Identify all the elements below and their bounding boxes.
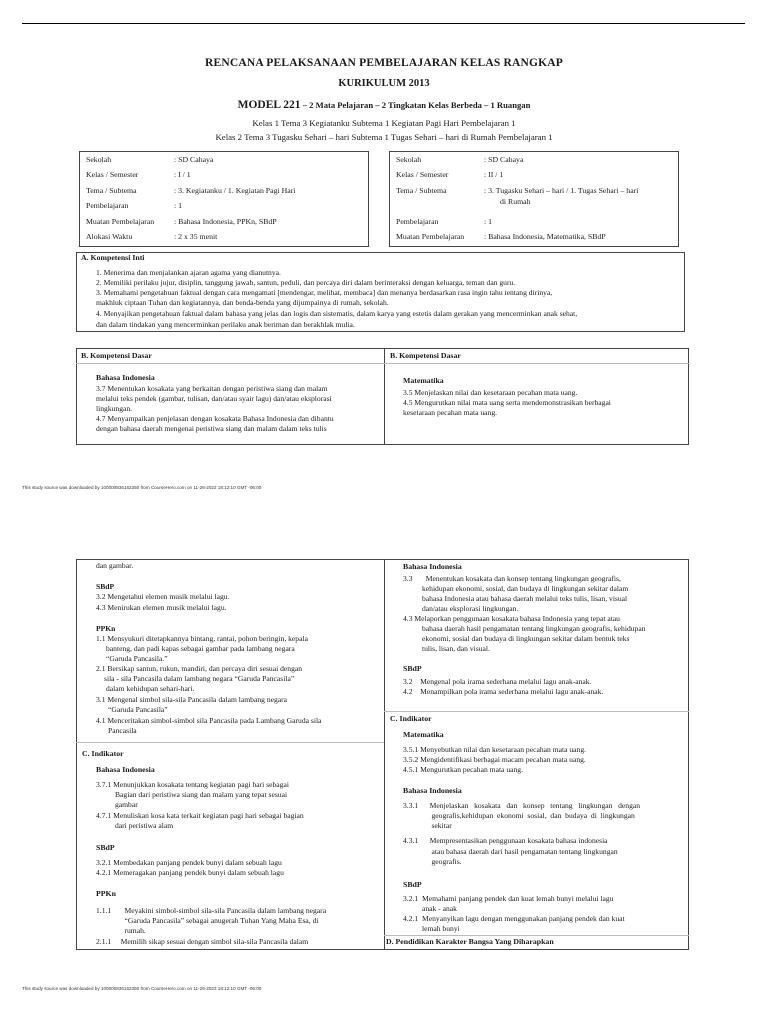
- page2-divider: [384, 559, 385, 950]
- kd-line: 4.2 Menampilkan pola irama sederhana melalui lagu anak-anak.: [403, 687, 604, 696]
- class1-subtitle: Kelas 1 Tema 3 Kegiatanku Subtema 1 Kegiatan Pagi Hari Pembelajaran 1: [252, 118, 516, 128]
- kd-line: lingkungan.: [96, 404, 133, 413]
- document-title: RENCANA PELAKSANAAN PEMBELAJARAN KELAS RANGKAP: [204, 57, 564, 69]
- indicator-sbdp-heading: SBdP: [96, 843, 115, 852]
- kd-line: 3.2 Mengetahui elemen musik melalui lagu.: [96, 592, 230, 601]
- kd-line: dengan bahasa daerah mengenai peristiwa siang dan malam dalam teks tulis: [96, 424, 327, 433]
- basic-competence-heading-left: B. Kompetensi Dasar: [81, 351, 152, 360]
- kd-line: 4.3 Menirukan elemen musik melalui lagu.: [96, 603, 227, 612]
- kd-line: melalui teks pendek (gambar, tulisan, dan/atau syair lagu) dan/atau eksplorasi: [96, 394, 332, 403]
- kd-bi-heading-right: Bahasa Indonesia: [403, 562, 462, 571]
- core-competence-heading: A. Kompetensi Inti: [81, 253, 145, 262]
- indicator-heading-right: C. Indikator: [390, 714, 432, 723]
- indicator-line: 3.2.1 Memahami panjang pendek dan kuat lemah bunyi melalui lagu: [403, 894, 614, 903]
- kd-line: 2.1 Bersikap santun, rukun, mandiri, dan percaya diri sesuai dengan: [96, 664, 303, 673]
- model-line: [0, 99, 768, 111]
- indicator-line: 2.1.1 Memilih sikap sesuai dengan simbol sila-sila Pancasila dalam: [96, 937, 309, 946]
- kd-line: 4.7 Menyampaikan penjelasan dengan kosakata Bahasa Indonesia dan dibantu: [96, 414, 334, 423]
- indicator-line: 3.2.1 Membedakan panjang pendek bunyi dalam sebuah lagu: [96, 858, 282, 867]
- page2-rule-left: [76, 742, 384, 743]
- core-item-4: 4. Menyajikan pengetahuan faktual dalam bahasa yang jelas dan logis dan sistematis, dalam karya yang estetis dalam gerakan yang mencerminkan anak sehat,: [96, 309, 578, 318]
- indicator-line: 4.3.1 Mempresentasikan penggunaan kosakata bahasa indonesia: [403, 836, 608, 845]
- kd-line: bahasa Indonesia atau bahasa daerah melalui teks tulis, lisan, visual: [403, 594, 628, 603]
- indicator-line: gambar: [96, 800, 138, 809]
- kd-line: ekonomi, sosial dan budaya di lingkungan sekitar dalam bentuk teks: [403, 634, 630, 643]
- kd-sbdp-heading-right: SBdP: [403, 664, 422, 673]
- basic-competence-subject-left: Bahasa Indonesia: [96, 373, 155, 382]
- kd-line: dan/atau eksplorasi lingkungan.: [403, 604, 519, 613]
- indicator-ppkn-heading: PPKn: [96, 889, 116, 898]
- core-item-3: 3. Memahami pengetahuan faktual dengan cara mengamati [mendengar, melihat, membaca] dan menanya berdasarkan rasa ingin tahu tentang dirinya,: [96, 288, 553, 297]
- kd-continuation: dan gambar.: [96, 561, 134, 570]
- indicator-line: anak - anak: [403, 904, 457, 913]
- indicator-line: 3.3.1 Menjelaskan kosakata dan konsep tentang lingkungan dengan: [403, 801, 641, 810]
- kd-line: bahasa daerah hasil pengamatan tentang lingkungan geografis, kehidupan: [403, 624, 646, 633]
- indicator-math-heading: Matematika: [403, 730, 444, 739]
- core-item-3-cont: makhluk ciptaan Tuhan dan kegiatannya, dan benda-benda yang dijumpainya di rumah, sekolah.: [96, 298, 389, 307]
- indicator-heading-left: C. Indikator: [82, 749, 124, 758]
- indicator-line: “Garuda Pancasila” sebagai anugerah Tuhan Yang Maha Esa, di: [96, 916, 319, 925]
- kd-line: tulis, lisan, dan visual.: [403, 644, 490, 653]
- kd-line: 4.5 Mengurutkan nilai mata uang serta mendemonstrasikan berbagai: [403, 398, 611, 407]
- kd-line: “Garuda Pancasila.”: [106, 654, 168, 663]
- model-description: – 2 Mata Pelajaran – 2 Tingkatan Kelas Berbeda – 1 Ruangan: [300, 100, 531, 110]
- core-item-1: 1. Menerima dan menjalankan ajaran agama yang dianutnya.: [96, 268, 281, 277]
- indicator-line: geografis.: [403, 857, 462, 866]
- ppkn-heading: PPKn: [96, 624, 116, 633]
- indicator-line: sekitar: [403, 821, 452, 830]
- indicator-line: lemah bunyi: [403, 924, 460, 933]
- indicator-line: 4.2.1 Menyanyikan lagu dengan menggunakan panjang pendek dan kuat: [403, 914, 625, 923]
- kd-line: sila - sila Pancasila dalam lambang negara “Garuda Pancasila”: [104, 674, 295, 683]
- kd-line: dalam kehidupan sehari-hari.: [106, 684, 195, 693]
- info-rows-class2: Sekolah : SD Cahaya Kelas / Semester : II / 1 Tema / Subtema : 3. Tugasku Sehari – hari / 1. Tugas Sehari – hari di Rumah Pembelajaran : 1 Muatan Pembelajaran : Bahasa Indonesia, Matematika, SBdP: [396, 155, 639, 241]
- page2-rule-right: [384, 711, 689, 712]
- basic-competence-subject-right: Matematika: [403, 376, 444, 385]
- download-footer: This study source was downloaded by 100000836162350 from CourseHero.com on 11-26-2022 18:12:10 GMT -06:00: [22, 485, 262, 490]
- indicator-line: geografis,kehidupan ekonomi sosial, dan budaya di lingkungan: [403, 811, 635, 820]
- kd-line: banteng, dan padi kapas sebagai gambar pada lambang negara: [106, 644, 295, 653]
- model-name: MODEL 221: [237, 99, 301, 111]
- kd-line: Pancasila: [108, 726, 137, 735]
- indicator-line: 1.1.1 Meyakini simbol-simbol sila-sila Pancasila dalam lambang negara: [96, 906, 327, 915]
- download-footer: This study source was downloaded by 100000836162350 from CourseHero.com on 11-26-2022 18:12:10 GMT -06:00: [22, 986, 262, 991]
- core-item-2: 2. Memiliki perilaku jujur, disiplin, tanggung jawab, santun, peduli, dan percaya diri dalam berinteraksi dengan keluarga, teman dan guru.: [96, 278, 516, 287]
- info-rows-class1: Sekolah : SD Cahaya Kelas / Semester : I / 1 Tema / Subtema : 3. Kegiatanku / 1. Kegiatan Pagi Hari Pembelajaran : 1 Muatan Pembelajaran : Bahasa Indonesia, PPKn, SBdP Alokasi Waktu : 2 x 35 menit: [86, 155, 296, 241]
- indicator-line: 3.5.1 Menyebutkan nilai dan kesetaraan pecahan mata uang.: [403, 745, 587, 754]
- kd-line: “Garuda Pancasila”: [108, 705, 168, 714]
- kd-line: kesetaraan pecahan mata uang.: [403, 408, 498, 417]
- indicator-line: atau bahasa daerah dari hasil pengamatan tentang lingkungan: [403, 847, 618, 856]
- indicator-sbdp-heading-right: SBdP: [403, 880, 422, 889]
- indicator-line: rumah.: [96, 926, 146, 935]
- kd-line: 3.7 Menentukan kosakata yang berkaitan dengan peristiwa siang dan malam: [96, 384, 328, 393]
- indicator-bi-heading: Bahasa Indonesia: [96, 765, 155, 774]
- page-top-rule: [22, 23, 745, 24]
- curriculum-title: KURIKULUM 2013: [338, 78, 430, 89]
- basic-competence-header-rule: [76, 363, 689, 364]
- basic-competence-heading-right: B. Kompetensi Dasar: [390, 351, 461, 360]
- kd-line: 4.3 Melaporkan penggunaan kosakata bahasa Indonesia yang tepat atau: [403, 614, 620, 623]
- page2-rule-bottom: [384, 935, 689, 936]
- indicator-bi-heading-right: Bahasa Indonesia: [403, 786, 462, 795]
- indicator-line: 3.5.2 Mengidentifikasi berbagai macam pecahan mata uang.: [403, 755, 586, 764]
- kd-line: 3.2 Mengenal pola irama sederhana melalui lagu anak-anak.: [403, 677, 592, 686]
- indicator-line: 3.7.1 Menunjukkan kosakata tentang kegiatan pagi hari sebagai: [96, 780, 289, 789]
- sbdp-heading: SBdP: [96, 582, 115, 591]
- kd-line: kehidupan ekonomi, sosial, dan budaya di lingkungan sekitar dalam: [403, 584, 629, 593]
- character-education-heading: D. Pendidikan Karakter Bangsa Yang Diharapkan: [386, 937, 554, 946]
- core-item-4-cont: dan dalam tindakan yang mencerminkan perilaku anak beriman dan berakhlak mulia.: [96, 320, 355, 329]
- indicator-line: 4.2.1 Memeragakan panjang pendek bunyi dalam sebuah lagu: [96, 868, 284, 877]
- indicator-line: 4.7.1 Menuliskan kosa kata terkait kegiatan pagi hari sebagai bagian: [96, 811, 304, 820]
- indicator-line: Bagian dari peristiwa siang dan malam yang tepat sesuai: [96, 790, 288, 799]
- kd-line: 3.5 Menjelaskan nilai dan kesetaraan pecahan mata uang.: [403, 388, 578, 397]
- class2-subtitle: Kelas 2 Tema 3 Tugasku Sehari – hari Subtema 1 Tugas Sehari – hari di Rumah Pembelajaran 1: [215, 132, 553, 142]
- indicator-line: dari peristiwa alam: [96, 821, 174, 830]
- kd-line: 4.1 Menceritakan simbol-simbol sila Pancasila pada Lambang Garuda sila: [96, 716, 322, 725]
- kd-line: 1.1 Mensyukuri ditetapkannya bintang, rantai, pohon beringin, kepala: [96, 634, 308, 643]
- kd-line: 3.1 Mengenal simbol sila-sila Pancasila dalam lambang negara: [96, 695, 288, 704]
- indicator-line: 4.5.1 Mengurutkan pecahan mata uang.: [403, 765, 523, 774]
- kd-line: 3.3 Menentukan kosakata dan konsep tentang lingkungan geografis,: [403, 574, 621, 583]
